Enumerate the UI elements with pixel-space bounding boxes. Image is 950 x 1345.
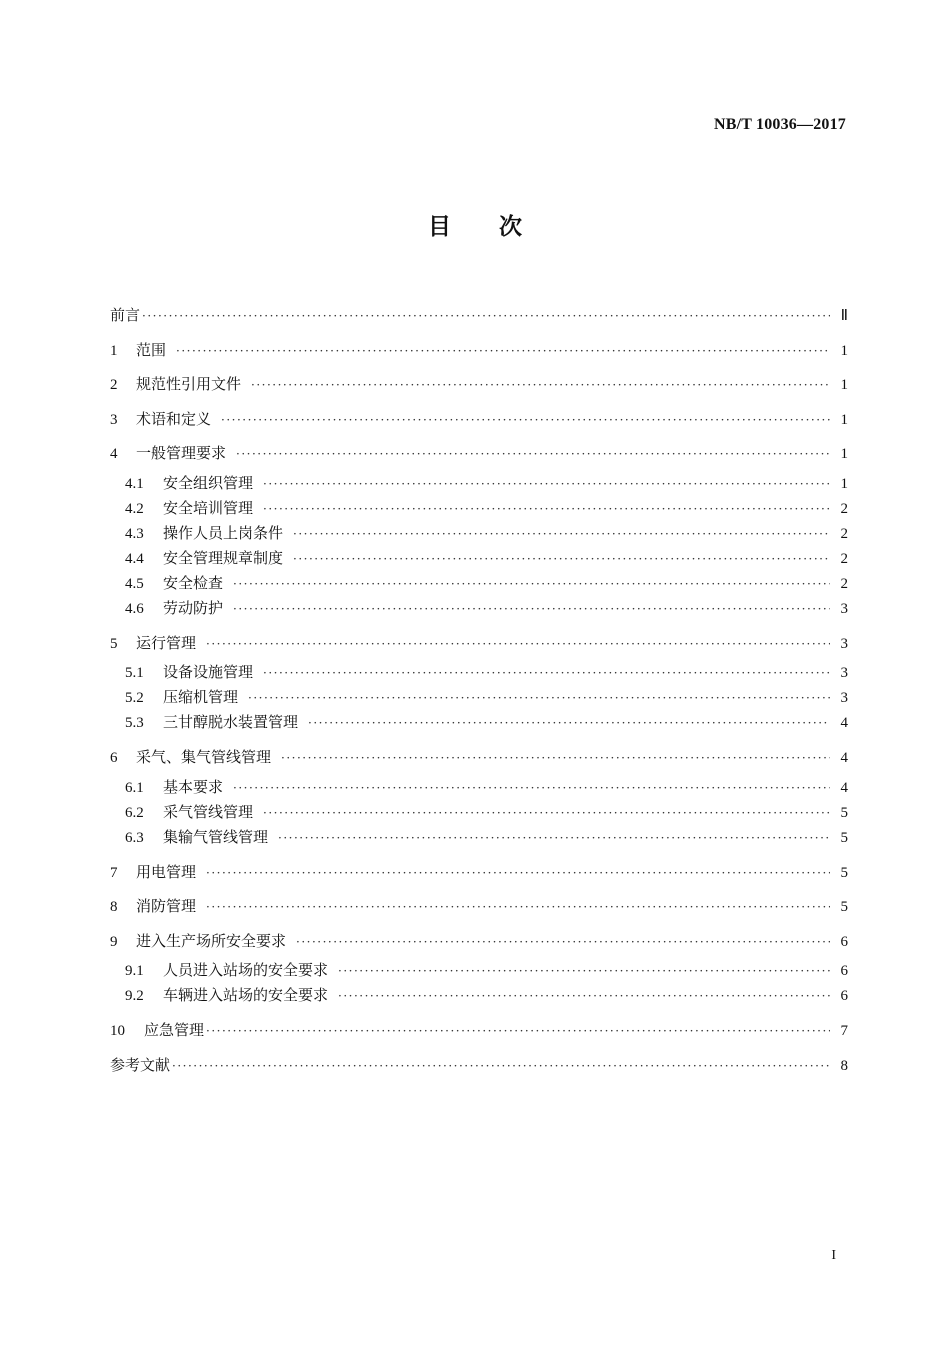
toc-entry-page: 3	[840, 600, 848, 617]
toc-leader-dots	[172, 1049, 830, 1084]
toc-entry-page: 1	[840, 411, 848, 428]
toc-entry-page: 2	[840, 550, 848, 567]
toc-entry-number: 5.3	[125, 715, 144, 731]
toc-entry-label: 消防管理	[136, 897, 197, 915]
table-of-contents	[110, 298, 848, 1082]
toc-entry[interactable]	[110, 1013, 848, 1048]
toc-entry-label: 压缩机管理	[163, 688, 239, 706]
toc-entry-label: 安全组织管理	[163, 473, 254, 492]
toc-leader-dots	[251, 368, 830, 403]
toc-entry-label: 运行管理	[136, 633, 197, 652]
toc-leader-dots	[263, 497, 830, 522]
toc-entry-number: 5.2	[125, 690, 144, 706]
toc-entry-page: 8	[840, 1057, 848, 1074]
toc-entry[interactable]	[110, 546, 848, 571]
toc-entry[interactable]	[110, 402, 848, 437]
toc-entry-page: 1	[840, 377, 848, 393]
toc-leader-dots	[233, 572, 830, 597]
toc-entry[interactable]	[110, 983, 848, 1008]
toc-entry-number: 1	[110, 342, 118, 359]
toc-leader-dots	[233, 776, 830, 801]
toc-entry-number: 8	[110, 899, 118, 915]
toc-entry-page: 6	[840, 963, 848, 979]
toc-entry-label: 车辆进入站场的安全要求	[163, 986, 329, 1004]
toc-leader-dots	[308, 711, 830, 736]
toc-entry-label: 用电管理	[136, 862, 197, 881]
toc-entry-page: 3	[840, 635, 848, 652]
toc-entry-number: 4.3	[125, 525, 144, 542]
toc-leader-dots	[176, 334, 830, 369]
toc-entry[interactable]	[110, 710, 848, 735]
toc-entry[interactable]	[110, 571, 848, 596]
toc-entry-number: 9	[110, 933, 118, 950]
toc-entry-page: 4	[840, 779, 848, 796]
toc-leader-dots	[263, 472, 830, 497]
toc-entry-number: 9.2	[125, 988, 144, 1004]
toc-entry[interactable]	[110, 775, 848, 800]
toc-leader-dots	[338, 959, 830, 984]
toc-entry-page: 5	[840, 829, 848, 846]
toc-entry-label: 采气管线管理	[163, 802, 254, 821]
toc-entry-page: 6	[840, 933, 848, 950]
toc-entry[interactable]	[110, 825, 848, 850]
toc-entry-number: 4.6	[125, 600, 144, 617]
toc-entry-number: 5.1	[125, 665, 144, 681]
toc-leader-dots	[263, 661, 830, 686]
toc-entry[interactable]	[110, 596, 848, 621]
toc-leader-dots	[206, 890, 830, 925]
toc-leader-dots	[206, 1014, 830, 1049]
toc-entry-label: 规范性引用文件	[136, 375, 242, 393]
toc-entry-label: 一般管理要求	[136, 444, 227, 462]
toc-entry-label: 术语和定义	[136, 409, 212, 428]
toc-entry-label: 安全检查	[163, 573, 224, 592]
toc-entry-number: 2	[110, 377, 118, 393]
toc-entry[interactable]	[110, 298, 848, 333]
toc-entry-label: 操作人员上岗条件	[163, 523, 284, 542]
standard-code: NB/T 10036—2017	[713, 116, 846, 133]
toc-leader-dots	[278, 826, 830, 851]
toc-entry-label: 劳动防护	[163, 598, 224, 617]
toc-leader-dots	[296, 925, 830, 960]
toc-entry[interactable]	[110, 626, 848, 661]
toc-entry-number: 6.1	[125, 779, 144, 796]
toc-entry-number: 4.5	[125, 575, 144, 592]
toc-entry-page: 5	[840, 804, 848, 821]
toc-entry-page: Ⅱ	[840, 308, 848, 324]
toc-entry-number: 4.2	[125, 500, 144, 517]
toc-entry-number: 10	[110, 1023, 125, 1039]
toc-entry-page: 2	[840, 525, 848, 542]
toc-entry[interactable]	[110, 436, 848, 471]
toc-entry-number: 4.4	[125, 550, 144, 567]
toc-entry-label: 人员进入站场的安全要求	[163, 961, 329, 979]
toc-entry-page: 1	[840, 446, 848, 462]
toc-entry-number: 5	[110, 635, 118, 652]
toc-entry[interactable]	[110, 1048, 848, 1083]
toc-entry-label: 三甘醇脱水装置管理	[163, 713, 299, 731]
page-title	[0, 208, 950, 241]
toc-leader-dots	[206, 856, 830, 891]
toc-entry-label: 进入生产场所安全要求	[136, 931, 287, 950]
toc-entry-number: 6	[110, 750, 118, 766]
toc-entry-page: 3	[840, 690, 848, 706]
toc-entry-page: 4	[840, 750, 848, 766]
toc-leader-dots	[293, 547, 830, 572]
toc-entry-label: 范围	[136, 340, 167, 359]
toc-entry-label: 基本要求	[163, 777, 224, 796]
toc-entry-page: 4	[840, 715, 848, 731]
toc-entry-label: 前言	[110, 306, 141, 324]
toc-entry-page: 2	[840, 500, 848, 517]
toc-entry[interactable]	[110, 855, 848, 890]
toc-leader-dots	[142, 299, 830, 334]
toc-entry-number: 4.1	[125, 475, 144, 492]
toc-leader-dots	[236, 437, 830, 472]
toc-leader-dots	[293, 522, 830, 547]
toc-leader-dots	[248, 686, 830, 711]
toc-entry-number: 3	[110, 411, 118, 428]
toc-entry-number: 7	[110, 864, 118, 881]
toc-entry-number: 4	[110, 446, 118, 462]
toc-entry[interactable]	[110, 800, 848, 825]
toc-entry-page: 5	[840, 899, 848, 915]
toc-entry-page: 3	[840, 665, 848, 681]
toc-entry-label: 参考文献	[110, 1055, 171, 1074]
page-number: I	[831, 1248, 836, 1263]
toc-entry[interactable]	[110, 367, 848, 402]
toc-entry-label: 安全管理规章制度	[163, 548, 284, 567]
title-char-right: 次	[499, 214, 522, 240]
toc-entry-label: 安全培训管理	[163, 498, 254, 517]
toc-entry-page: 7	[840, 1023, 848, 1039]
toc-entry-page: 6	[840, 988, 848, 1004]
toc-entry-label: 设备设施管理	[163, 663, 254, 681]
toc-entry-label: 集输气管线管理	[163, 827, 269, 846]
toc-leader-dots	[263, 801, 830, 826]
toc-leader-dots	[221, 403, 830, 438]
toc-entry-label: 采气、集气管线管理	[136, 748, 272, 766]
title-char-left: 目	[428, 214, 451, 240]
toc-entry-number: 9.1	[125, 963, 144, 979]
toc-entry-page: 1	[840, 475, 848, 492]
toc-leader-dots	[338, 984, 830, 1009]
toc-leader-dots	[206, 627, 830, 662]
toc-entry-label: 应急管理	[144, 1021, 205, 1039]
toc-entry[interactable]	[110, 471, 848, 496]
toc-entry[interactable]	[110, 889, 848, 924]
toc-entry-number: 6.3	[125, 829, 144, 846]
toc-entry-page: 2	[840, 575, 848, 592]
toc-entry[interactable]	[110, 496, 848, 521]
toc-entry-page: 1	[840, 342, 848, 359]
toc-leader-dots	[281, 741, 830, 776]
toc-entry[interactable]	[110, 660, 848, 685]
toc-entry[interactable]	[110, 521, 848, 546]
toc-entry-page: 5	[840, 864, 848, 881]
toc-entry[interactable]	[110, 740, 848, 775]
toc-entry[interactable]	[110, 958, 848, 983]
toc-entry[interactable]	[110, 333, 848, 368]
toc-entry[interactable]	[110, 685, 848, 710]
toc-leader-dots	[233, 597, 830, 622]
toc-entry[interactable]	[110, 924, 848, 959]
toc-entry-number: 6.2	[125, 804, 144, 821]
